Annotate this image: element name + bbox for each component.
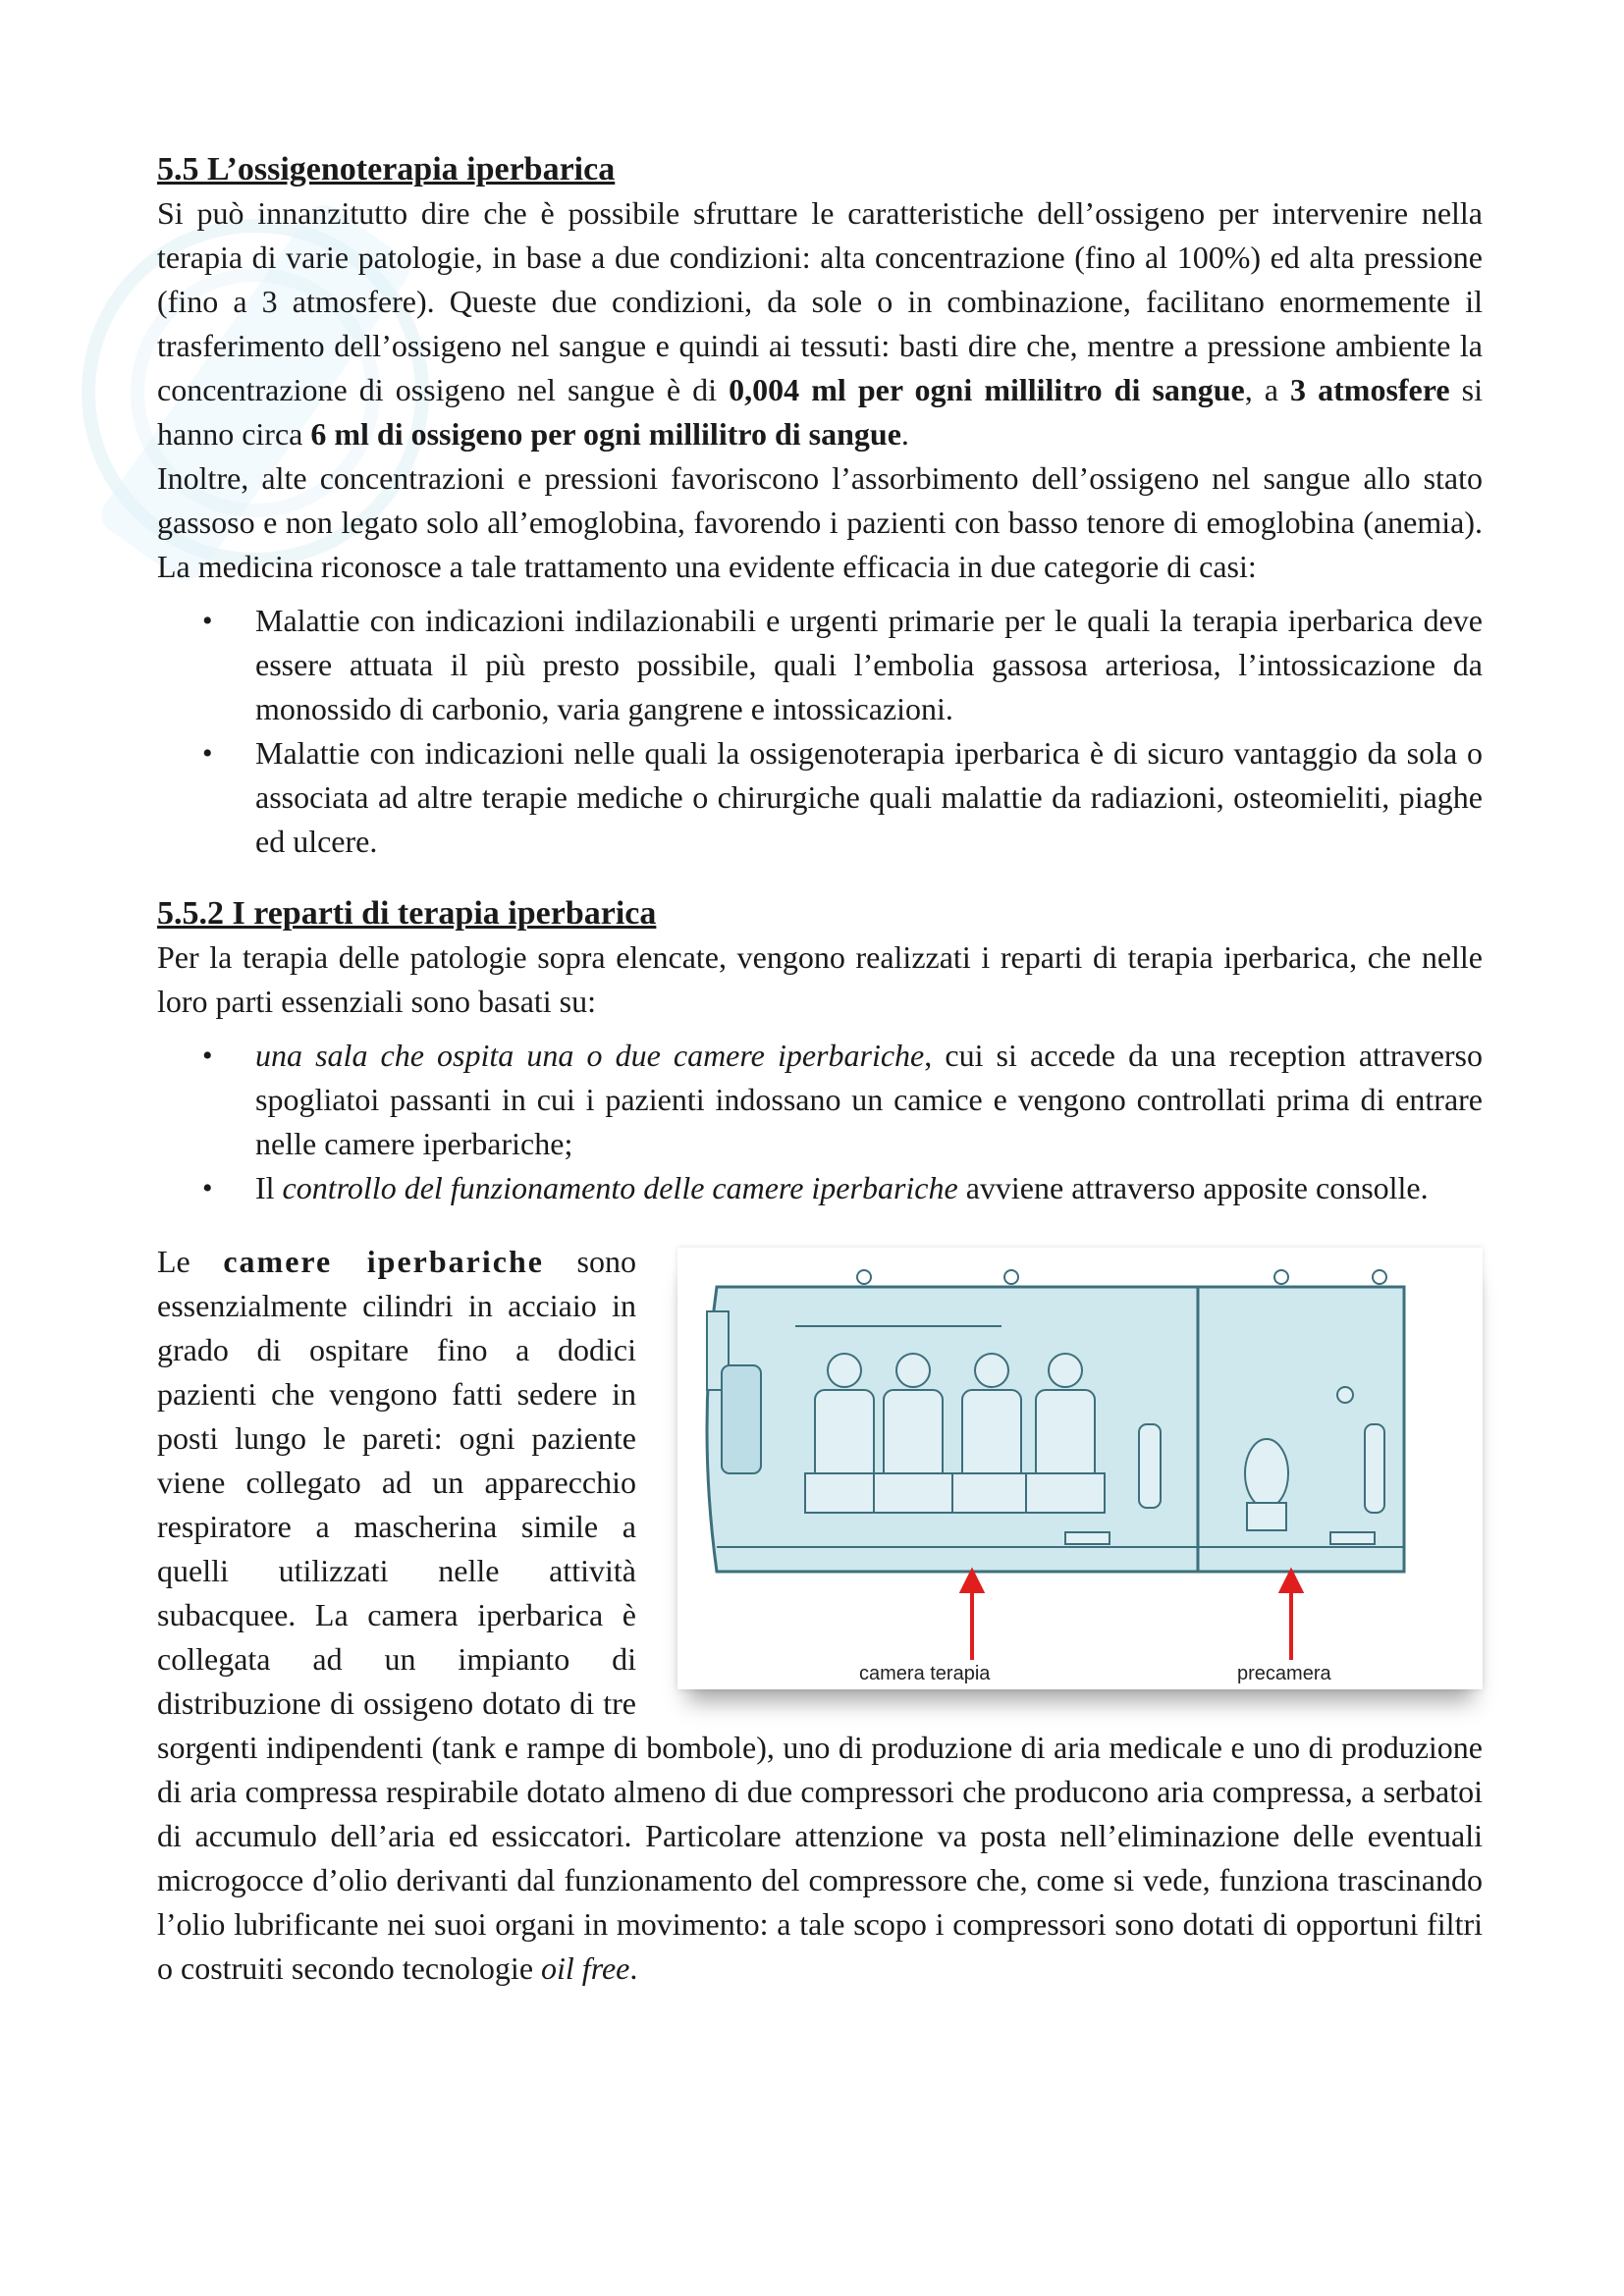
paragraph-anemia: Inoltre, alte concentrazioni e pressioni favoriscono l’assorbimento dell’ossigeno nel sangue allo stato gassoso e non legato solo all’emoglobina, favorendo i pazienti con basso tenore di emoglobina (anemia). La medicina riconosce a tale trattamento una evidente efficacia in due categorie di casi: [157, 460, 1483, 584]
list-item: • Il controllo del funzionamento delle camere iperbariche avviene attraverso apposite consolle. [157, 1166, 1483, 1210]
paragraph-camere: Le camere iperbariche sono essenzialmente cilindri in acciaio in grado di ospitare fino a dodici pazienti che vengono fatti sedere in posti lungo le pareti: ogni paziente viene collegato ad un apparecchio respiratore a mascherina simile a quelli utilizzati nelle attività subacquee. La camera iperbarica è collegata ad un impianto di distribuzione di ossigeno dotato di tre sorgenti indipendenti (tank e rampe di bombole), uno di produzione di aria medicale e uno di produzione di aria compressa respirabile dotato almeno di due compressori che producono aria compressa, a serbatoi di accumulo dell’aria ed essiccatori. Particolare attenzione va posta nell’eliminazione delle eventuali microgocce d’olio derivanti dal funzionamento del compressore che, come si vede, funziona trascinando l’olio lubrificante nei suoi organi in movimento: a tale scopo i compressori sono dotati di opportuni filtri o costruiti secondo tecnologie oil free. [157, 1244, 1483, 1986]
section-title-5-5: 5.5 L’ossigenoterapia iperbarica [157, 151, 616, 187]
label-camera-terapia: camera terapia [859, 1663, 991, 1684]
figure-hyperbaric-chamber [677, 1248, 1483, 1714]
list-item: • Malattie con indicazioni indilazionabili e urgenti primarie per le quali la terapia iperbarica deve essere attuata il più presto possibile, quali l’embolia gassosa arteriosa, l’intossicazione da monossido di carbonio, varia gangrene e intossicazioni. [157, 599, 1483, 731]
bold-3atm: 3 atmosfere [1290, 372, 1450, 407]
list-item: • una sala che ospita una o due camere iperbariche, cui si accede da una reception attraverso spogliatoi passanti in cui i pazienti indossano un camice e vengono controllati prima di entrare nelle camere iperbariche; [157, 1034, 1483, 1166]
document-page [157, 147, 1483, 1991]
bullet-icon: • [202, 605, 213, 637]
chamber-diagram [677, 1248, 1483, 1689]
bold-0004ml: 0,004 ml per ogni millilitro di sangue [729, 372, 1245, 407]
paragraph-intro: Si può innanzitutto dire che è possibile sfruttare le caratteristiche dell’ossigeno per intervenire nella terapia di varie patologie, in base a due condizioni: alta concentrazione (fino al 100%) ed alta pressione (fino a 3 atmosfere). Queste due condizioni, da sole o in combinazione, facilitano enormemente il trasferimento dell’ossigeno nel sangue e quindi ai tessuti: basti dire che, mentre a pressione ambiente la concentrazione di ossigeno nel sangue è di 0,004 ml per ogni millilitro di sangue, a 3 atmosfere si hanno circa 6 ml di ossigeno per ogni millilitro di sangue. [157, 195, 1483, 452]
list-item: • Malattie con indicazioni nelle quali la ossigenoterapia iperbarica è di sicuro vantaggio da sola o associata ad altre terapie mediche o chirurgiche quali malattie da radiazioni, osteomieliti, piaghe ed ulcere. [157, 731, 1483, 864]
bullet-icon: • [202, 1040, 213, 1072]
paragraph-reparti: Per la terapia delle patologie sopra elencate, vengono realizzati i reparti di terapia iperbarica, che nelle loro parti essenziali sono basati su: [157, 939, 1483, 1019]
bold-6ml: 6 ml di ossigeno per ogni millilitro di sangue [310, 416, 901, 452]
bullet-icon: • [202, 737, 213, 770]
bold-camere-iperbariche: camere iperbariche [223, 1244, 544, 1279]
figure-card [677, 1248, 1483, 1689]
bullet-list-reparti [157, 1034, 1483, 1210]
bullet-icon: • [202, 1172, 213, 1204]
bullet-list-cases [157, 599, 1483, 864]
section-title-5-5-2: 5.5.2 I reparti di terapia iperbarica [157, 895, 657, 932]
label-precamera: precamera [1237, 1663, 1331, 1684]
